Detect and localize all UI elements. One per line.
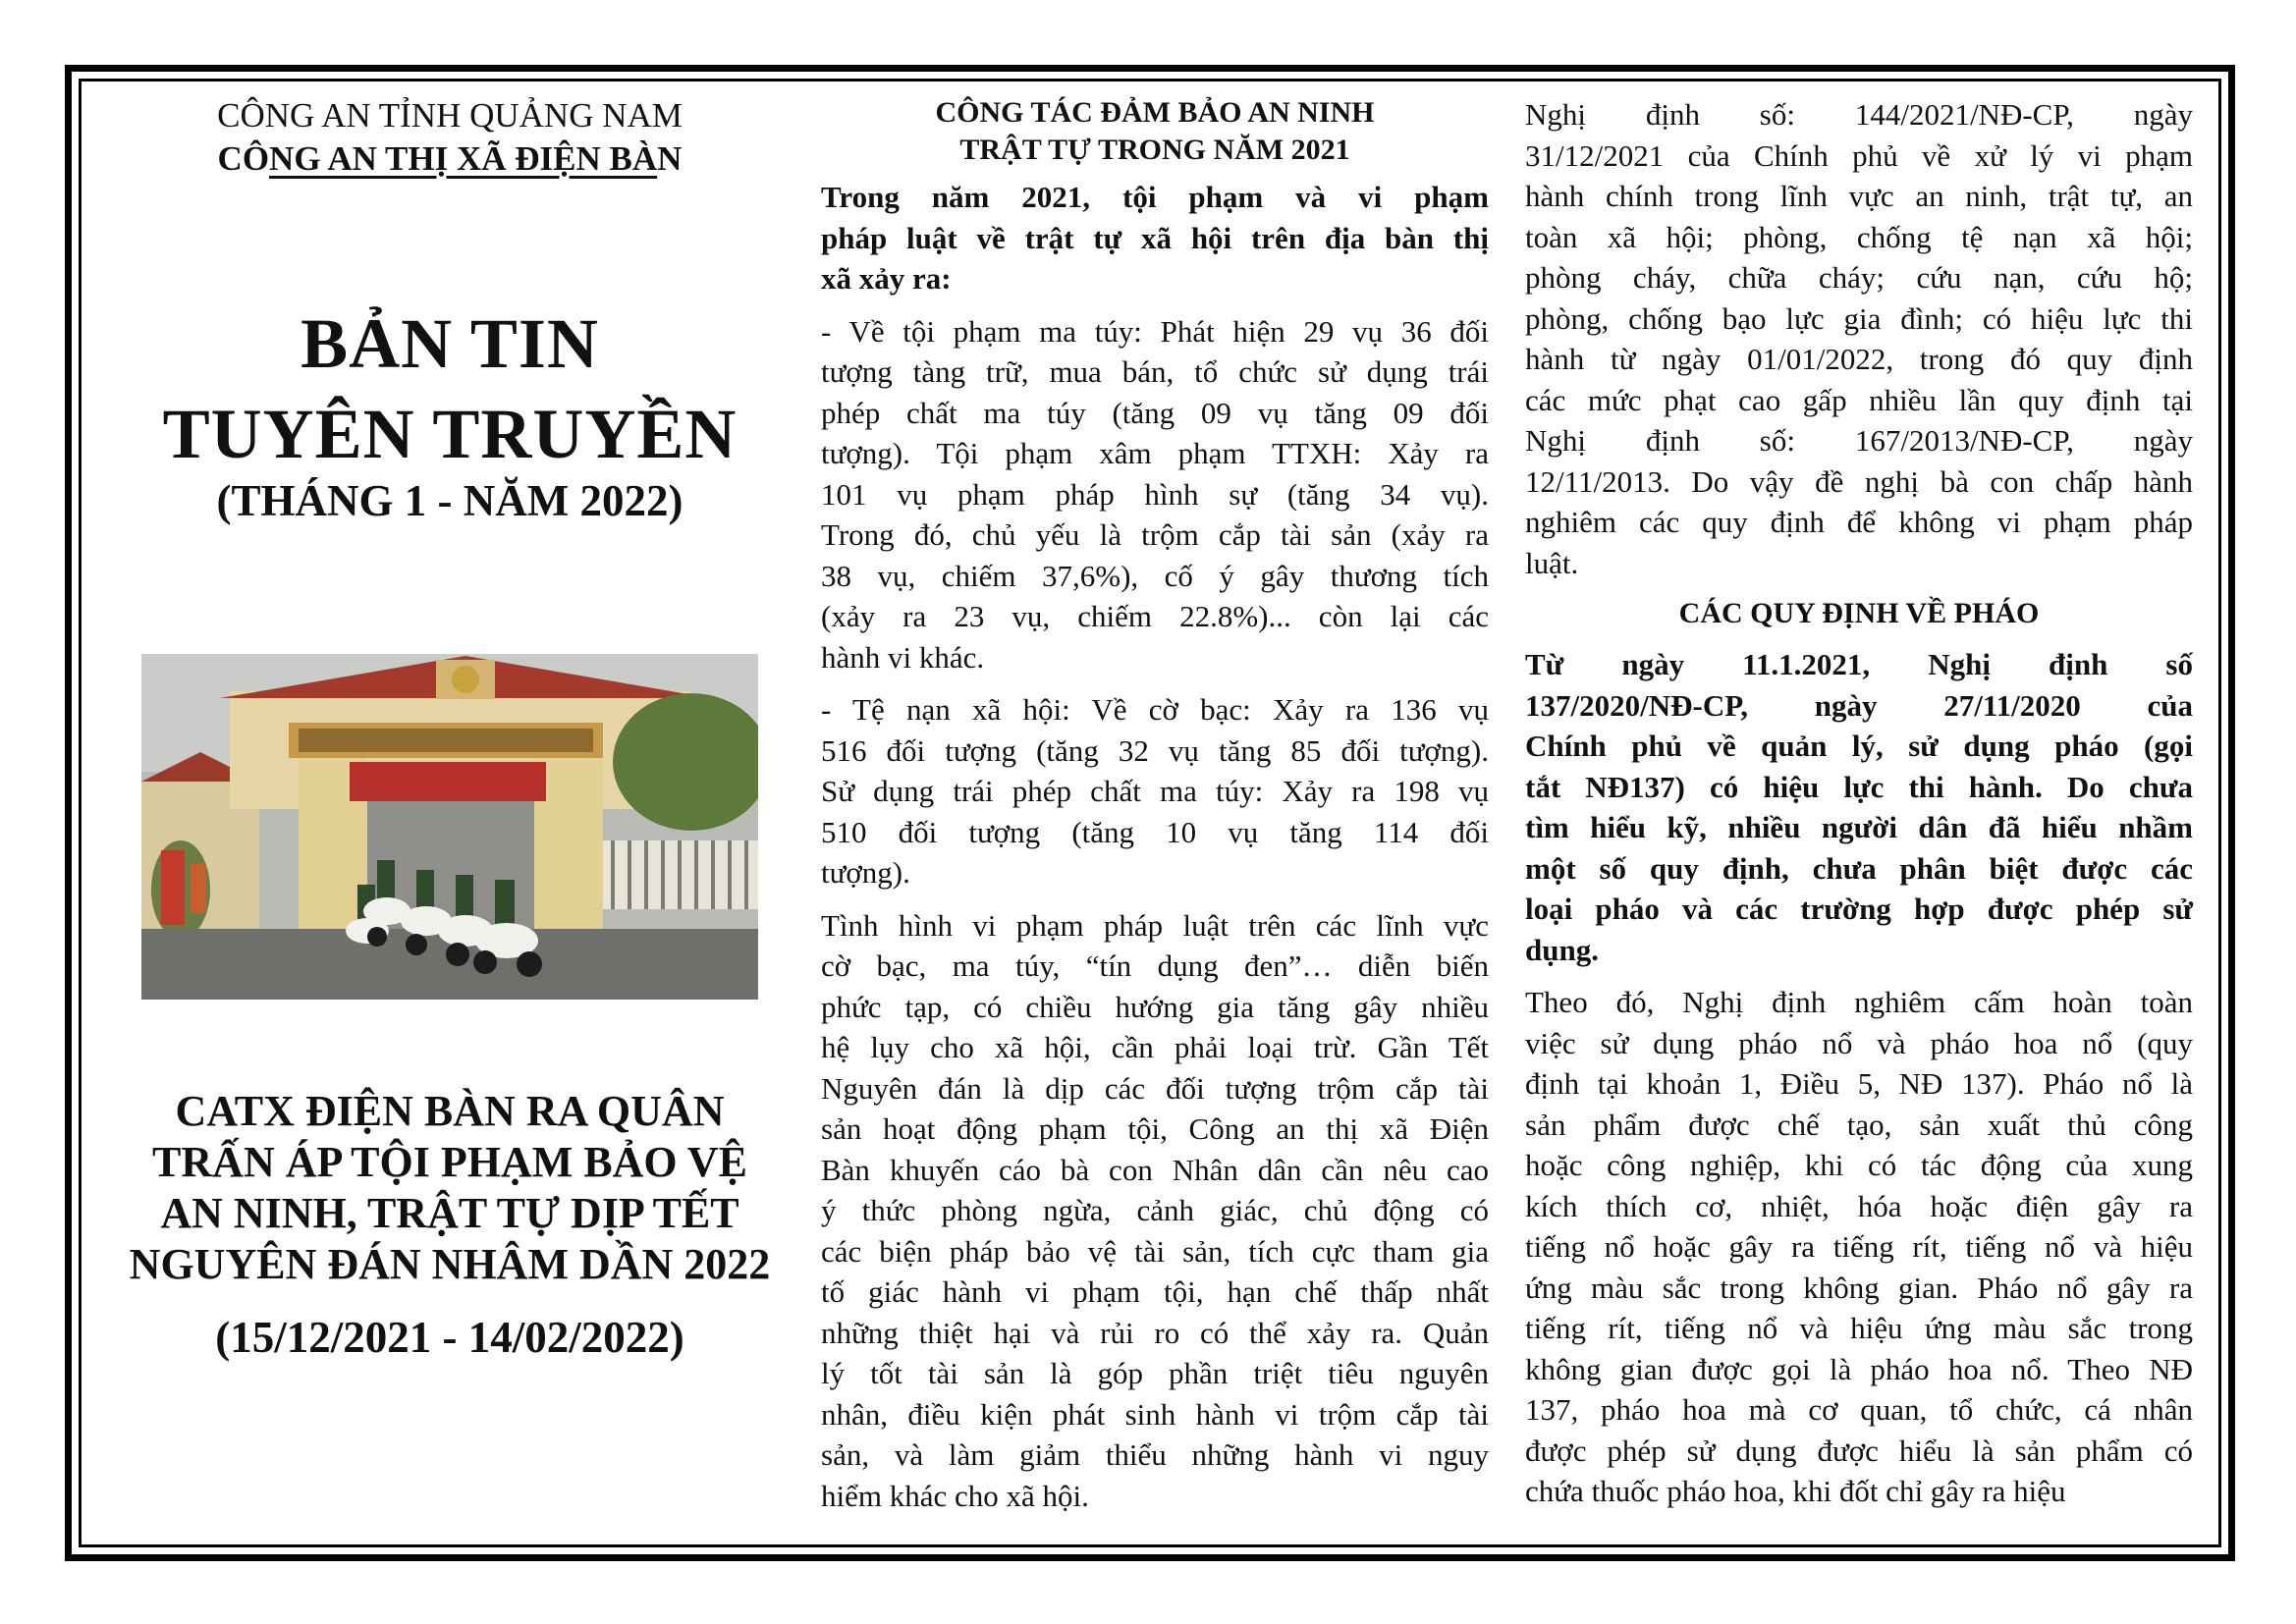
text-line: tìm hiểu kỹ, nhiều người dân đã hiểu nhầm	[1525, 810, 2193, 844]
text-line: - Về tội phạm ma túy: Phát hiện 29 vụ 36 đối	[821, 313, 1489, 349]
agency-subunit-a: CÔ	[217, 139, 270, 178]
text-line: lý tốt tài sản là góp phần triệt tiêu nguyên	[821, 1356, 1489, 1390]
text-line: (xảy ra 23 vụ, chiếm 22.8%)... còn lại các	[821, 599, 1489, 633]
text-line: 12/11/2013. Do vậy đề nghị bà con chấp hành	[1525, 463, 2193, 499]
text-line: xã xảy ra:	[821, 261, 952, 296]
text-line: phòng cháy, chữa cháy; cứu nạn, cứu hộ;	[1525, 260, 2193, 295]
text-line: phép chất ma túy (tăng 09 vụ tăng 09 đối	[821, 395, 1489, 430]
text-line: Tình hình vi phạm pháp luật trên các lĩnh vực	[821, 907, 1489, 943]
text-line: sản hoạt động phạm tội, Công an thị xã Điện	[821, 1111, 1489, 1146]
section-title: CÁC QUY ĐỊNH VỀ PHÁO	[1678, 597, 2040, 629]
text-line: phức tạp, có chiều hướng gia tăng gây nhiều	[821, 989, 1489, 1024]
text-line: hệ lụy cho xã hội, cần phải loại trừ. Gần Tết	[821, 1030, 1489, 1064]
text-line: Trong đó, chủ yếu là trộm cắp tài sản (xảy ra	[821, 517, 1489, 552]
cover-headline-line: NGUYÊN ĐÁN NHÂM DẦN 2022	[129, 1240, 771, 1288]
text-line: cờ bạc, ma túy, “tín dụng đen”… diễn biến	[821, 948, 1489, 983]
text-line: các mức phạt cao gấp nhiều lần quy định tại	[1525, 382, 2193, 417]
text-line: Bàn khuyến cáo bà con Nhân dân cần nêu cao	[821, 1152, 1489, 1187]
text-line: 137, pháo hoa mà cơ quan, tổ chức, cá nhân	[1525, 1392, 2193, 1427]
text-line: 516 đối tượng (tăng 32 vụ tăng 85 đối tượng).	[821, 732, 1489, 768]
decree-144-paragraph	[1525, 94, 2193, 583]
security-report-column	[821, 94, 1489, 1528]
text-line: định tại khoản 1, Điều 5, NĐ 137). Pháo nổ là	[1525, 1066, 2193, 1101]
text-line: Trong năm 2021, tội phạm và vi phạm	[821, 180, 1489, 214]
agency-subunit	[116, 137, 784, 181]
text-line: tiếng rít, tiếng nổ và hiệu ứng màu sắc trong	[1525, 1311, 2193, 1345]
report-intro	[821, 177, 1489, 299]
text-line: tiếng nổ hoặc gây ra tiếng rít, tiếng nổ và hiệu	[1525, 1229, 2193, 1264]
text-line: 137/2020/NĐ-CP, ngày 27/11/2020 của	[1525, 687, 2193, 723]
cover-column	[116, 94, 784, 1538]
campaign-date-range: (15/12/2021 - 14/02/2022)	[215, 1313, 684, 1362]
agency-subunit-c: N	[657, 139, 683, 178]
text-line: tố giác hành vi phạm tội, hạn chế thấp nhất	[821, 1274, 1489, 1309]
text-line: 101 vụ phạm pháp hình sự (tăng 34 vụ).	[821, 476, 1489, 512]
drug-crime-paragraph	[821, 311, 1489, 678]
text-line: hoặc công nghiệp, khi có tác động của xung	[1525, 1148, 2193, 1182]
text-line: tượng tàng trữ, mua bán, tổ chức sử dụng trái	[821, 354, 1489, 389]
text-line: kích thích cơ, nhiệt, hóa hoặc điện gây ra	[1525, 1188, 2193, 1223]
firework-rules-paragraph	[1525, 982, 2193, 1512]
advisory-paragraph	[821, 905, 1489, 1517]
text-line: Nghị định số: 167/2013/NĐ-CP, ngày	[1525, 423, 2193, 458]
section-title: TRẬT TỰ TRONG NĂM 2021	[959, 134, 1350, 166]
text-line: 38 vụ, chiếm 37,6%), cố ý gây thương tích	[821, 558, 1489, 593]
section-title: CÔNG TÁC ĐẢM BẢO AN NINH	[935, 96, 1375, 129]
social-vice-paragraph	[821, 689, 1489, 893]
text-line: phòng, chống bạo lực gia đình; có hiệu lực thi	[1525, 300, 2193, 336]
text-line: được phép sử dụng được hiểu là sản phẩm có	[1525, 1433, 2193, 1468]
text-line: hiểm khác cho xã hội.	[821, 1478, 1089, 1513]
decree-137-intro	[1525, 644, 2193, 970]
cover-headline	[116, 1086, 784, 1290]
text-line: 510 đối tượng (tăng 10 vụ tăng 114 đối	[821, 814, 1489, 849]
text-line: chứa thuốc pháo hoa, khi đốt chỉ gây ra hiệu	[1525, 1474, 2066, 1508]
text-line: sản phẩm được chế tạo, sản xuất thủ công	[1525, 1107, 2193, 1142]
text-line: nhân, điều kiện phát sinh hành vi trộm cắp tài	[821, 1396, 1489, 1432]
text-line: hành chính trong lĩnh vực an ninh, trật tự, an	[1525, 179, 2193, 213]
text-line: tượng). Tội phạm xâm phạm TTXH: Xảy ra	[821, 436, 1489, 470]
bulletin-issue: (THÁNG 1 - NĂM 2022)	[216, 476, 683, 525]
text-line: loại pháo và các trường hợp được phép sử	[1525, 892, 2193, 926]
regulations-column	[1525, 94, 2193, 1524]
text-line: không gian được gọi là pháo hoa nổ. Theo NĐ	[1525, 1351, 2193, 1386]
text-line: tắt NĐ137) có hiệu lực thi hành. Do chưa	[1525, 769, 2193, 804]
bulletin-title	[116, 298, 784, 479]
text-line: luật.	[1525, 545, 1579, 580]
cover-headline-line: AN NINH, TRẬT TỰ DỊP TẾT	[160, 1189, 739, 1237]
police-station-photo	[141, 654, 758, 1000]
text-line: việc sử dụng pháo nổ và pháo hoa nổ (quy	[1525, 1025, 2193, 1060]
text-line: một số quy định, chưa phân biệt được các	[1525, 850, 2193, 886]
text-line: dụng.	[1525, 932, 1599, 967]
agency-name: CÔNG AN TỈNH QUẢNG NAM	[217, 96, 683, 135]
text-line: tượng).	[821, 855, 910, 890]
text-line: nghiêm các quy định để không vi phạm pháp	[1525, 505, 2193, 539]
text-line: ứng màu sắc trong không gian. Pháo nổ gây ra	[1525, 1270, 2193, 1305]
police-station-photo-drawing	[141, 654, 758, 1000]
text-line: Theo đó, Nghị định nghiêm cấm hoàn toàn	[1525, 985, 2193, 1019]
text-line: các biện pháp bảo vệ tài sản, tích cực tham gia	[821, 1233, 1489, 1269]
text-line: toàn xã hội; phòng, chống tệ nạn xã hội;	[1525, 219, 2193, 254]
text-line: pháp luật về trật tự xã hội trên địa bàn thị	[821, 220, 1489, 255]
text-line: Sử dụng trái phép chất ma túy: Xảy ra 198 vụ	[821, 774, 1489, 808]
text-line: những thiệt hại và rủi ro có thể xảy ra. Quản	[821, 1315, 1489, 1350]
text-line: hành vi khác.	[821, 639, 985, 675]
cover-headline-line: TRẤN ÁP TỘI PHẠM BẢO VỆ	[152, 1138, 747, 1186]
text-line: Nguyên đán là dịp các đối tượng trộm cắp tài	[821, 1070, 1489, 1106]
text-line: hành từ ngày 01/01/2022, trong đó quy định	[1525, 342, 2193, 376]
text-line: Nghị định số: 144/2021/NĐ-CP, ngày	[1525, 97, 2193, 132]
text-line: - Tệ nạn xã hội: Về cờ bạc: Xảy ra 136 vụ	[821, 692, 1489, 727]
cover-headline-line: CATX ĐIỆN BÀN RA QUÂN	[175, 1087, 725, 1135]
text-line: sản, và làm giảm thiểu những hành vi nguy	[821, 1437, 1489, 1472]
bulletin-title-line: TUYÊN TRUYỀN	[162, 395, 738, 473]
text-line: 31/12/2021 của Chính phủ về xử lý vi phạm	[1525, 137, 2193, 173]
text-line: Chính phủ về quản lý, sử dụng pháo (gọi	[1525, 729, 2193, 763]
agency-subunit-b: NG AN THỊ XÃ ĐIỆN BÀ	[269, 139, 658, 178]
text-line: ý thức phòng ngừa, cảnh giác, chủ động có	[821, 1193, 1489, 1227]
text-line: Từ ngày 11.1.2021, Nghị định số	[1525, 647, 2193, 681]
bulletin-title-line: BẢN TIN	[301, 304, 599, 383]
